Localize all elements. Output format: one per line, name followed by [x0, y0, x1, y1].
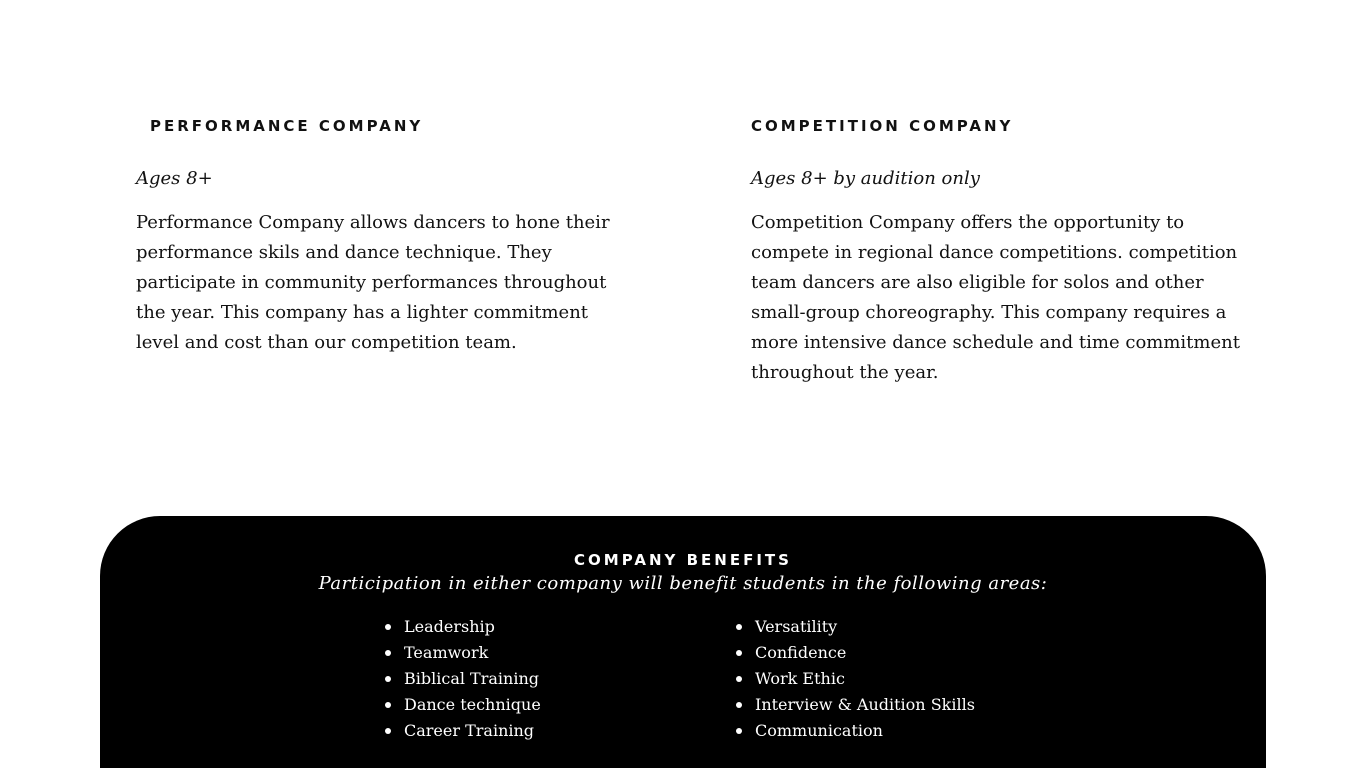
bullet-icon [736, 728, 742, 734]
benefit-label: Interview & Audition Skills [755, 695, 975, 714]
performance-company-section [136, 116, 636, 376]
benefit-item [404, 614, 541, 640]
competition-company-heading: COMPETITION COMPANY [751, 117, 1014, 135]
benefit-label: Leadership [404, 617, 495, 636]
competition-company-description: Competition Company offers the opportunity to compete in regional dance competitions. competition team dancers are also eligible for solos and other small-group choreography. This company requires a more intensive dance schedule and time commitment throughout the year. [751, 212, 1240, 383]
competition-company-ages: Ages 8+ by audition only [751, 168, 980, 189]
company-benefits-panel [100, 516, 1266, 768]
benefit-label: Communication [755, 721, 883, 740]
performance-company-ages: Ages 8+ [136, 168, 213, 189]
performance-company-heading: PERFORMANCE COMPANY [150, 117, 424, 135]
bullet-icon [736, 676, 742, 682]
benefit-label: Career Training [404, 721, 535, 740]
benefit-item [404, 666, 541, 692]
benefit-label: Biblical Training [404, 669, 539, 688]
bullet-icon [385, 650, 391, 656]
company-benefits-title: COMPANY BENEFITS [574, 551, 792, 569]
benefit-label: Confidence [755, 643, 847, 662]
benefit-label: Versatility [755, 617, 838, 636]
company-benefits-subtitle: Participation in either company will benefit students in the following areas: [318, 573, 1048, 594]
performance-company-description: Performance Company allows dancers to hone their performance skils and dance technique. They participate in community performances throughout the year. This company has a lighter commitment level and cost than our competition team. [136, 212, 610, 353]
bullet-icon [736, 702, 742, 708]
bullet-icon [385, 624, 391, 630]
benefit-item [755, 718, 975, 744]
bullet-icon [385, 728, 391, 734]
competition-company-section [751, 116, 1251, 406]
benefit-item [404, 718, 541, 744]
benefit-item [755, 692, 975, 718]
benefit-item [755, 640, 975, 666]
bullet-icon [736, 650, 742, 656]
benefit-item [404, 640, 541, 666]
benefit-label: Teamwork [404, 643, 489, 662]
bullet-icon [385, 676, 391, 682]
bullet-icon [385, 702, 391, 708]
benefit-item [755, 614, 975, 640]
benefit-item [755, 666, 975, 692]
bullet-icon [736, 624, 742, 630]
benefits-list-left [404, 614, 541, 744]
benefit-label: Dance technique [404, 695, 541, 714]
benefit-label: Work Ethic [755, 669, 845, 688]
benefit-item [404, 692, 541, 718]
benefits-list-right [755, 614, 975, 744]
